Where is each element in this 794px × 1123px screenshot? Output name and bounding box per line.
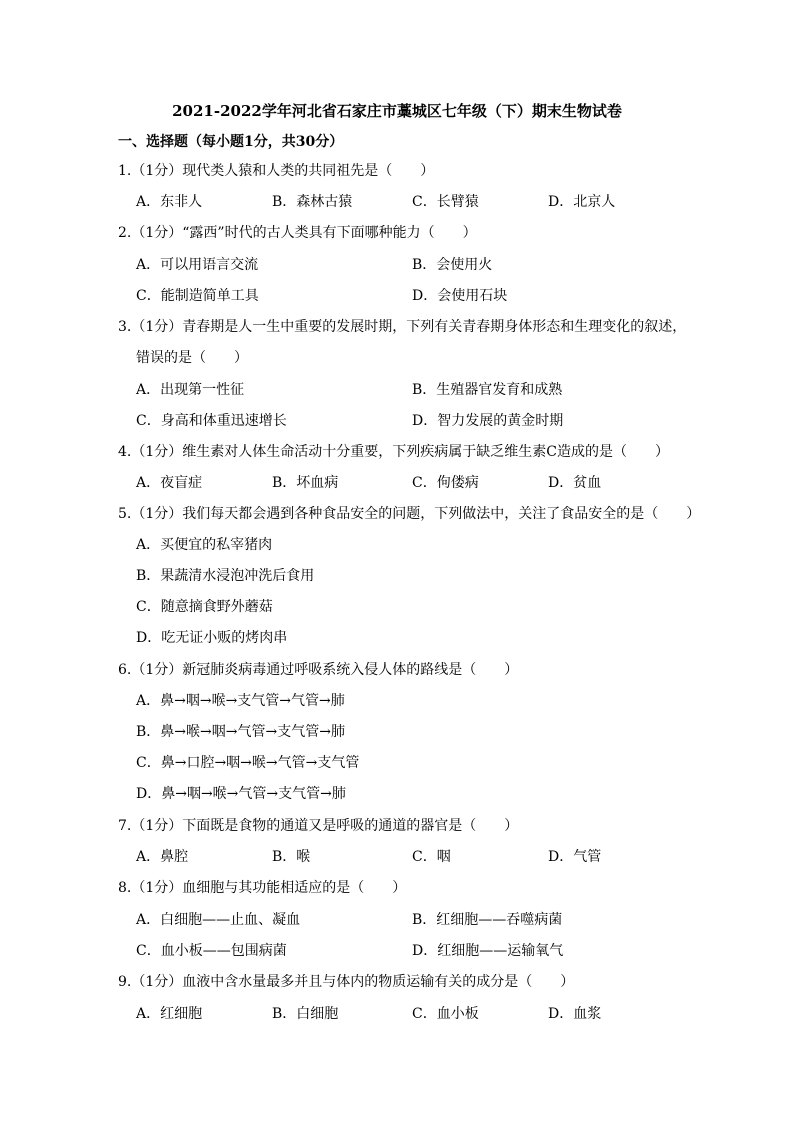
question-3-option-b: B．生殖器官发育和成熟	[412, 382, 563, 398]
question-2-option-b: B．会使用火	[412, 257, 493, 273]
question-1-option-d: D．北京人	[548, 194, 616, 210]
question-2-option-a: A．可以用语言交流	[136, 257, 259, 273]
question-2-option-d: D．会使用石块	[412, 288, 508, 304]
question-4-stem: 4.（1分）维生素对人体生命活动十分重要，下列疾病属于缺乏维生素C造成的是（ ）	[118, 444, 669, 460]
question-6-option-d: D．鼻→咽→喉→气管→支气管→肺	[136, 786, 346, 802]
question-2-stem: 2.（1分）“露西”时代的古人类具有下面哪种能力（ ）	[118, 225, 477, 241]
question-1-option-b: B．森林古猿	[272, 194, 353, 210]
question-8-option-b: B．红细胞——吞噬病菌	[412, 912, 563, 928]
question-7-option-c: C．咽	[412, 849, 451, 865]
question-3-option-d: D．智力发展的黄金时期	[412, 413, 564, 429]
question-1-option-c: C．长臂猿	[412, 194, 479, 210]
question-3-stem: 3.（1分）青春期是人一生中重要的发展时期，下列有关青春期身体形态和生理变化的叙述，	[118, 319, 687, 335]
question-9-option-a: A．红细胞	[136, 1006, 203, 1022]
question-6-option-a: A．鼻→咽→喉→支气管→气管→肺	[136, 693, 345, 709]
question-7-option-a: A．鼻腔	[136, 849, 189, 865]
question-5-stem: 5.（1分）我们每天都会遇到各种食品安全的问题，下列做法中，关注了食品安全的是（ ）	[118, 506, 701, 522]
question-5-option-c: C．随意摘食野外蘑菇	[136, 599, 273, 615]
question-7-stem: 7.（1分）下面既是食物的通道又是呼吸的通道的器官是（ ）	[118, 818, 519, 834]
question-8-option-c: C．血小板——包围病菌	[136, 943, 287, 959]
question-5-option-d: D．吃无证小贩的烤肉串	[136, 630, 288, 646]
question-8-stem: 8.（1分）血细胞与其功能相适应的是（ ）	[118, 880, 407, 896]
question-5-option-a: A．买便宜的私宰猪肉	[136, 537, 273, 553]
question-6-option-c: C．鼻→口腔→咽→喉→气管→支气管	[136, 755, 360, 771]
question-3-option-c: C．身高和体重迅速增长	[136, 413, 287, 429]
question-4-option-b: B．坏血病	[272, 475, 339, 491]
question-9-stem: 9.（1分）血液中含水量最多并且与体内的物质运输有关的成分是（ ）	[118, 974, 575, 990]
question-7-option-d: D．气管	[548, 849, 602, 865]
section-heading: 一、选择题（每小题1分，共30分）	[118, 134, 344, 150]
question-4-option-d: D．贫血	[548, 475, 602, 491]
question-2-option-c: C．能制造简单工具	[136, 288, 259, 304]
question-9-option-c: C．血小板	[412, 1006, 479, 1022]
question-1-option-a: A．东非人	[136, 194, 203, 210]
question-6-option-b: B．鼻→喉→咽→气管→支气管→肺	[136, 724, 345, 740]
question-9-option-d: D．血浆	[548, 1006, 602, 1022]
question-4-option-a: A．夜盲症	[136, 475, 203, 491]
question-5-option-b: B．果蔬清水浸泡冲洗后食用	[136, 568, 315, 584]
question-7-option-b: B．喉	[272, 849, 311, 865]
exam-title: 2021-2022学年河北省石家庄市藁城区七年级（下）期末生物试卷	[172, 102, 622, 120]
question-4-option-c: C．佝偻病	[412, 475, 479, 491]
question-8-option-d: D．红细胞——运输氧气	[412, 943, 564, 959]
question-3-option-a: A．出现第一性征	[136, 382, 245, 398]
question-6-stem: 6.（1分）新冠肺炎病毒通过呼吸系统入侵人体的路线是（ ）	[118, 662, 519, 678]
question-8-option-a: A．白细胞——止血、凝血	[136, 912, 301, 928]
question-1-stem: 1.（1分）现代类人猿和人类的共同祖先是（ ）	[118, 163, 435, 179]
question-3-stem-cont: 错误的是（ ）	[136, 350, 248, 366]
question-9-option-b: B．白细胞	[272, 1006, 339, 1022]
